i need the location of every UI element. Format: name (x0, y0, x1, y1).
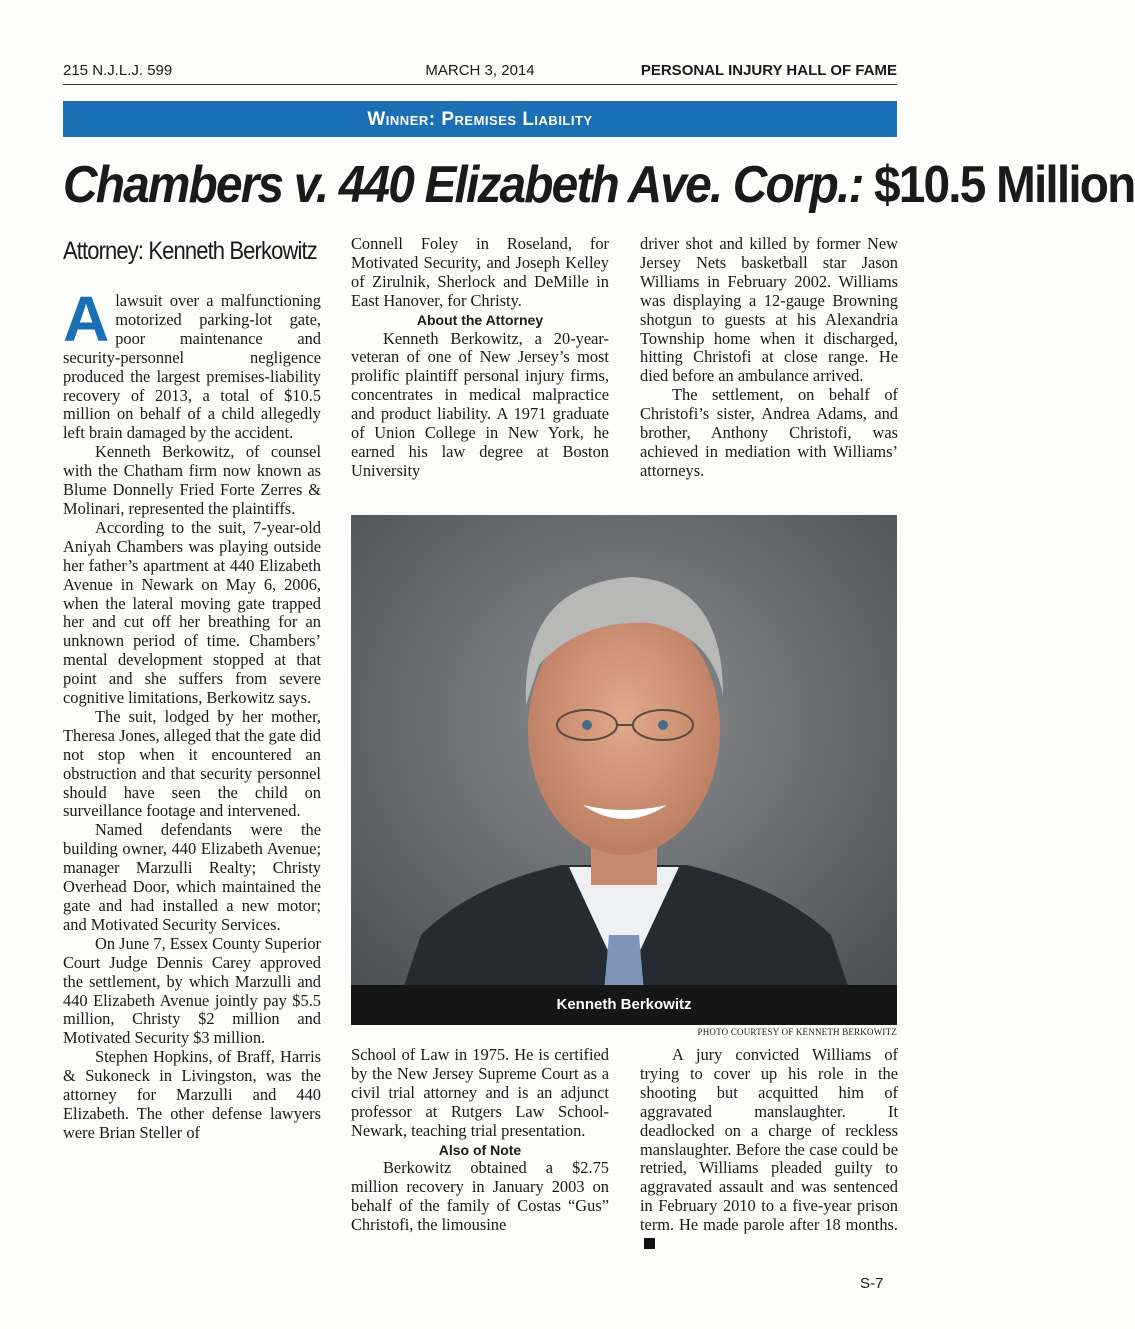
headline (63, 150, 1135, 220)
paragraph: According to the suit, 7-year-old Aniyah Chambers was playing outside her father’s apartment at 440 Elizabeth Avenue in Newark on May 6, 2006, when the lateral moving gate trapped her and cut off her breathing for an unknown period of time. Chambers’ mental development stopped at that point and she suffers from severe cognitive limitations, Berkowitz says. (63, 517, 321, 708)
category-banner (63, 101, 897, 137)
paragraph: driver shot and killed by former New Jersey Nets basketball star Jason Williams in February 2002. Williams was displaying a 12-gauge Browning shotgun to guests at his Alexandria Township home when it discharged, hitting Christofi at close range. He died before an ambulance arrived. (640, 234, 898, 386)
paragraph: On June 7, Essex County Superior Court Judge Dennis Carey approved the settlement, by which Marzulli and 440 Elizabeth Avenue jointly pay $5.5 million, Christy $2 million and Motivated Security $3 million. (63, 933, 321, 1048)
attorney-byline: Attorney: Kenneth Berkowitz (63, 237, 317, 265)
portrait-illustration (351, 515, 897, 1025)
paragraph: Connell Foley in Roseland, for Motivated Security, and Joseph Kelley of Zirulnik, Sherlock and DeMille in East Hanover, for Christy. (351, 234, 609, 310)
subheading-also: Also of Note (438, 1141, 522, 1158)
paragraph: Named defendants were the building owner, 440 Elizabeth Avenue; manager Marzulli Realty; Christy Overhead Door, which maintained the gate and had installed a new motor; and Motivated Security Services. (63, 820, 321, 934)
lead-text: lawsuit over a malfunctioning motorized parking-lot gate, poor maintenance and security-personnel negligence produced the largest premises-liability recovery of 2013, a total of $10.5 million on behalf of a child allegedly left brain damaged by the accident. (63, 291, 321, 443)
attorney-photo (351, 515, 897, 1025)
section-title: PERSONAL INJURY HALL OF FAME (640, 62, 897, 79)
column-1 (63, 283, 321, 1143)
paragraph: The suit, lodged by her mother, Theresa Jones, alleged that the gate did not stop when it encountered an obstruction and that security personnel should have seen the child on surveillance footage and intervened. (63, 706, 321, 821)
header-rule (63, 84, 897, 85)
paragraph: The settlement, on behalf of Christofi’s sister, Andrea Adams, and brother, Anthony Christofi, was achieved in mediation with Williams’ attorneys. (640, 385, 898, 480)
photo-caption: Kenneth Berkowitz (351, 985, 897, 1025)
page-header (63, 62, 897, 84)
issue-date: MARCH 3, 2014 (425, 62, 535, 79)
paragraph: Kenneth Berkowitz, a 20-year-veteran of one of New Jersey’s most prolific plaintiff personal injury firms, concentrates in medical malpractice and product liability. A 1971 graduate of Union College in New York, he earned his law degree at Boston University (351, 328, 609, 480)
drop-cap: A (63, 283, 110, 355)
headline-case: Chambers v. 440 Elizabeth Ave. Corp.: (63, 156, 863, 214)
final-paragraph (640, 1046, 898, 1254)
end-mark-icon (644, 1238, 655, 1249)
photo-credit: PHOTO COURTESY OF KENNETH BERKOWITZ (697, 1027, 897, 1037)
final-text: A jury convicted Williams of trying to cover up his role in the shooting but acquitted him of aggravated manslaughter. It deadlocked on a charge of reckless manslaughter. Before the case could be retried, Williams pleaded guilty to aggravated assault and was sentenced in February 2010 to a five-year prison term. He made parole after 18 months. (640, 1045, 898, 1235)
paragraph: School of Law in 1975. He is certified by the New Jersey Supreme Court as a civil trial attorney and is an adjunct professor at Rutgers Law School-Newark, teaching trial presentation. (351, 1045, 609, 1140)
paragraph: Berkowitz obtained a $2.75 million recovery in January 2003 on behalf of the family of Costas “Gus” Christofi, the limousine (351, 1158, 609, 1235)
column-2-continued (351, 1046, 609, 1235)
paragraph: Stephen Hopkins, of Braff, Harris & Sukoneck in Livingston, was the attorney for Marzulli and 440 Elizabeth. The other defense lawyers were Brian Steller of (63, 1047, 321, 1142)
lead-paragraph (63, 283, 321, 443)
column-2 (351, 235, 609, 481)
citation: 215 N.J.L.J. 599 (63, 62, 173, 79)
headline-amount: $10.5 Million (873, 156, 1135, 214)
subheading-about: About the Attorney (416, 311, 544, 328)
page-number: S-7 (860, 1275, 884, 1292)
column-3-continued (640, 1046, 898, 1254)
column-3 (640, 235, 898, 481)
banner-label: Winner: Premises Liability (367, 109, 593, 130)
paragraph: Kenneth Berkowitz, of counsel with the Chatham firm now known as Blume Donnelly Fried Forte Zerres & Molinari, represented the plaintiffs. (63, 442, 321, 518)
